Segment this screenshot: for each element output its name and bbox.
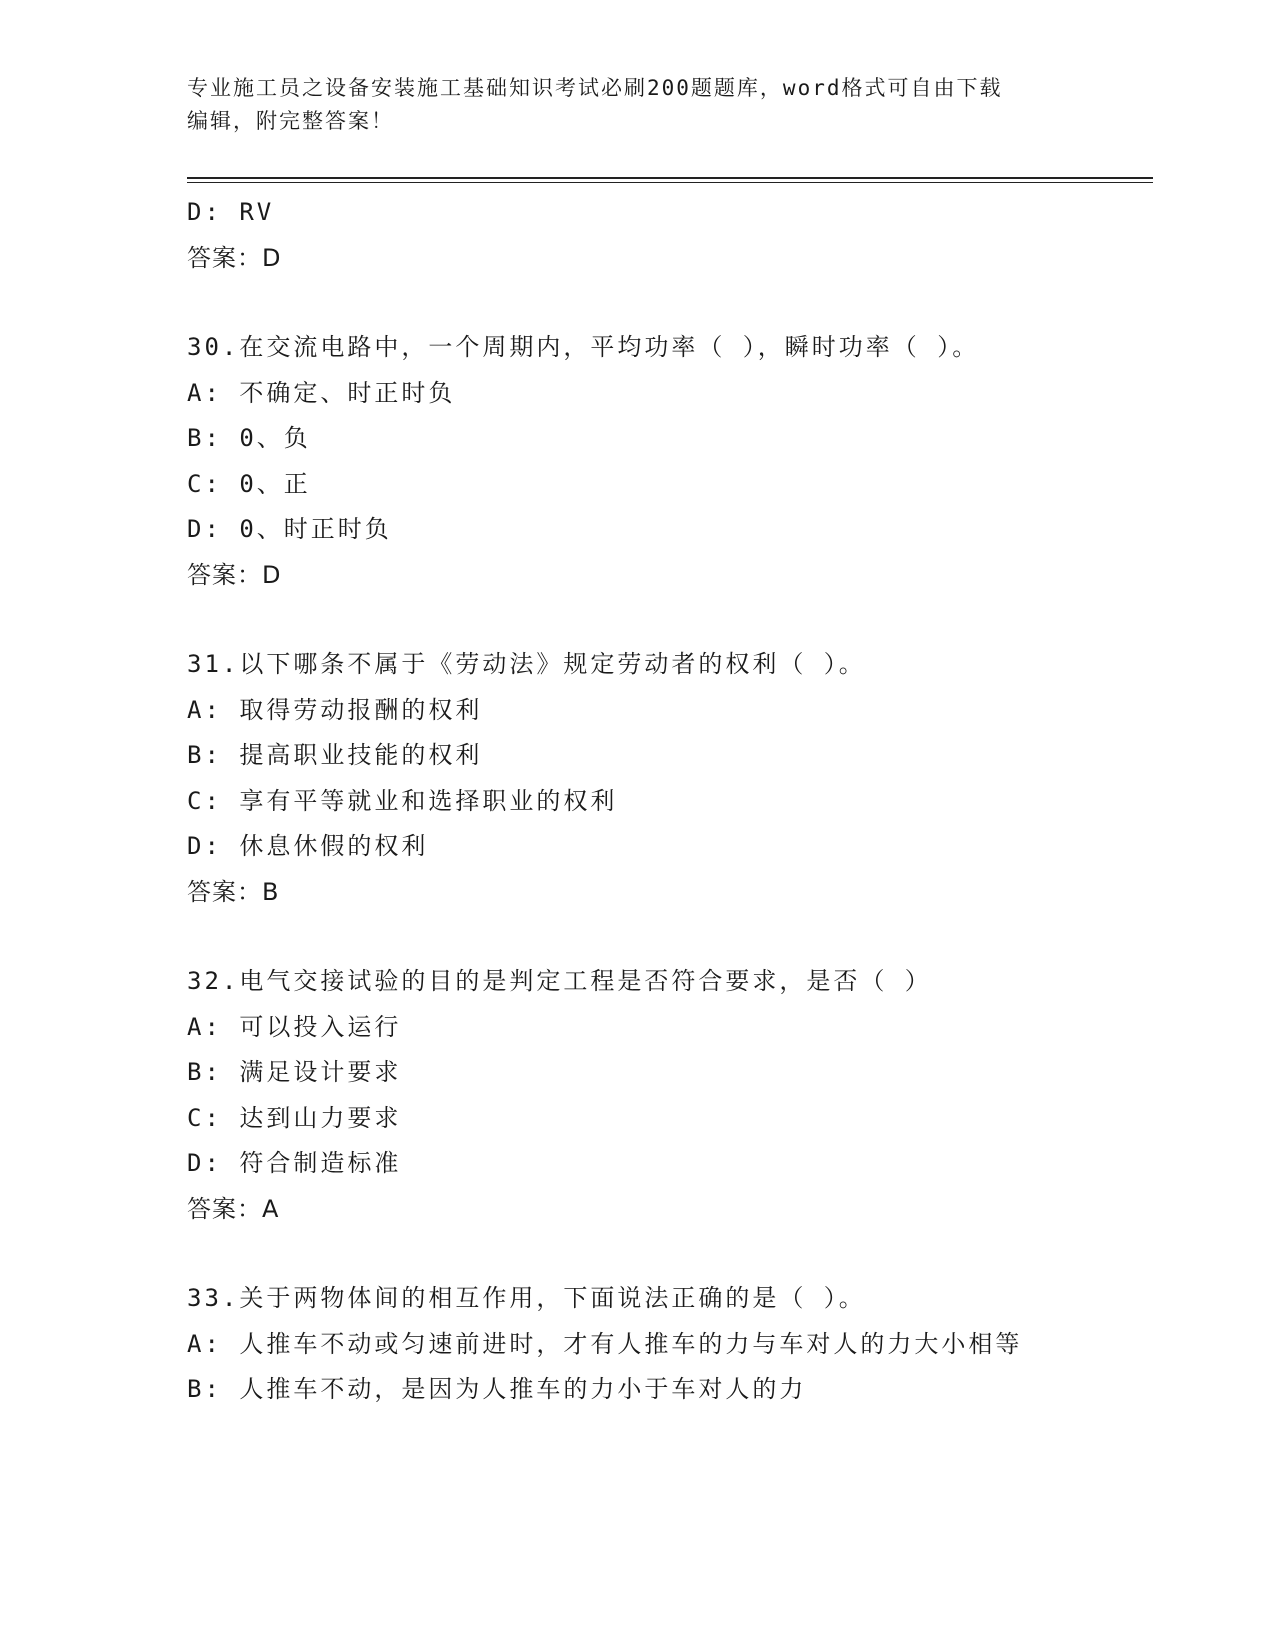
option-a: A: 人推车不动或匀速前进时，才有人推车的力与车对人的力大小相等 — [187, 1329, 1023, 1358]
option-d: D: 符合制造标准 — [187, 1149, 402, 1177]
question-stem: 32.电气交接试验的目的是判定工程是否符合要求，是否（ ） — [187, 967, 932, 995]
question-stem: 31.以下哪条不属于《劳动法》规定劳动者的权利（ ）。 — [187, 650, 866, 678]
question-stem: 33.关于两物体间的相互作用，下面说法正确的是（ ）。 — [187, 1284, 866, 1312]
option-d: D: RV — [187, 198, 275, 226]
option-a: A: 可以投入运行 — [187, 1012, 402, 1041]
option-c: C: 达到山力要求 — [187, 1103, 402, 1132]
spacer — [187, 598, 1153, 642]
spacer — [187, 281, 1153, 325]
spacer — [187, 915, 1153, 959]
option-d: D: 0、时正时负 — [187, 515, 392, 543]
option-a: A: 不确定、时正时负 — [187, 378, 456, 407]
question-stem: 30.在交流电路中，一个周期内，平均功率（ ），瞬时功率（ ）。 — [187, 333, 980, 361]
option-a: A: 取得劳动报酬的权利 — [187, 695, 483, 724]
header-title-line-2: 编辑，附完整答案！ — [187, 109, 394, 133]
header-divider — [187, 177, 1153, 183]
question-list — [187, 190, 1153, 1413]
header-title-line-1: 专业施工员之设备安装施工基础知识考试必刷200题题库，word格式可自由下载 — [187, 76, 1003, 100]
document-header — [187, 72, 1087, 138]
answer-line: 答案：D — [187, 560, 282, 589]
spacer — [187, 1232, 1153, 1276]
option-b: B: 人推车不动，是因为人推车的力小于车对人的力 — [187, 1375, 807, 1403]
option-c: C: 享有平等就业和选择职业的权利 — [187, 786, 618, 815]
answer-line: 答案：D — [187, 243, 282, 272]
option-d: D: 休息休假的权利 — [187, 832, 429, 860]
option-b: B: 提高职业技能的权利 — [187, 741, 483, 769]
answer-line: 答案：A — [187, 1194, 280, 1223]
option-c: C: 0、正 — [187, 469, 311, 498]
option-b: B: 满足设计要求 — [187, 1058, 402, 1086]
option-b: B: 0、负 — [187, 424, 311, 452]
answer-line: 答案：B — [187, 877, 280, 906]
